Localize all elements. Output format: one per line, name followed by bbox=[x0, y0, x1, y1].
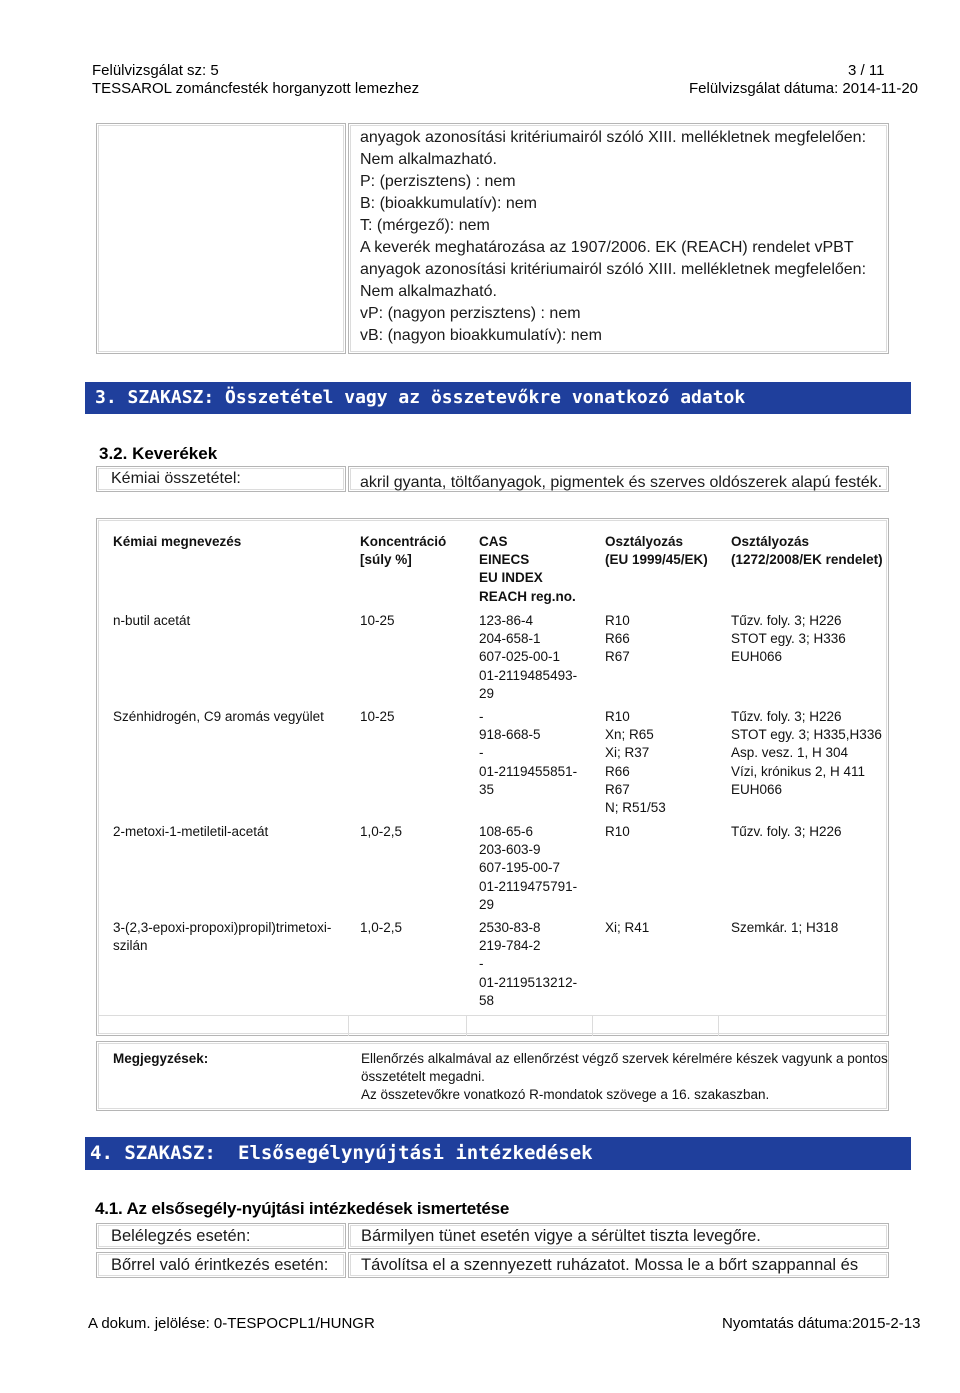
col-header-conc-line: Koncentráció bbox=[360, 534, 447, 549]
col-header-ids-line: CAS bbox=[479, 534, 508, 549]
header-revision: Felülvizsgálat sz: 5 bbox=[92, 62, 219, 79]
id-line: 123-86-4 bbox=[479, 613, 534, 628]
cls-line: R66 bbox=[605, 763, 630, 779]
col-header-conc-line: [súly %] bbox=[360, 552, 412, 568]
table-row-4-cls2 bbox=[731, 919, 838, 937]
table-row-2-conc: 10-25 bbox=[360, 709, 395, 724]
top-line: B: (bioakkumulatív): nem bbox=[360, 195, 537, 212]
cls-line: R67 bbox=[605, 781, 630, 797]
id-line: 918-668-5 bbox=[479, 727, 541, 743]
col-header-cls2 bbox=[731, 533, 883, 569]
top-line: anyagok azonosítási kritériumairól szóló XIII. mellékletnek megfelelően: bbox=[360, 261, 867, 278]
col-header-ids-line: EINECS bbox=[479, 552, 530, 568]
cls-line: R67 bbox=[605, 649, 630, 665]
header-page-number: 3 / 11 bbox=[848, 62, 885, 79]
table-row-1-cls2 bbox=[731, 612, 846, 667]
section-4-header bbox=[85, 1137, 911, 1170]
id-line: 01-2119485493- bbox=[479, 667, 578, 683]
notes-line: összetételt megadni. bbox=[361, 1069, 485, 1085]
skin-contact-value: Távolítsa el a szennyezett ruházatot. Mossa le a bőrt szappannal és bbox=[361, 1256, 859, 1274]
id-line: 29 bbox=[479, 685, 495, 701]
id-line: 01-2119475791- bbox=[479, 878, 578, 894]
notes-line: Az összetevőkre vonatkozó R-mondatok szövege a 16. szakaszban. bbox=[361, 1087, 770, 1103]
top-left-cell bbox=[96, 123, 346, 354]
section-4-1-heading: 4.1. Az elsősegély-nyújtási intézkedések ismertetése bbox=[95, 1199, 510, 1218]
table-row-3-cls2 bbox=[731, 823, 842, 841]
top-line: Nem alkalmazható. bbox=[360, 283, 497, 300]
cls-line: STOT egy. 3; H336 bbox=[731, 631, 846, 647]
table-row-4-conc: 1,0-2,5 bbox=[360, 920, 403, 935]
table-row-4-ids bbox=[479, 919, 577, 1010]
table-row-2-cls1 bbox=[605, 708, 666, 817]
col-header-cls1-line: Osztályozás bbox=[605, 534, 684, 549]
top-line: vB: (nagyon bioakkumulatív): nem bbox=[360, 327, 602, 344]
cls-line: Xi; R41 bbox=[605, 920, 650, 935]
col-header-ids bbox=[479, 533, 576, 606]
table-rule-3 bbox=[592, 1015, 593, 1036]
cls-line: Tűzv. foly. 3; H226 bbox=[731, 613, 842, 628]
id-line: 607-025-00-1 bbox=[479, 649, 561, 665]
composition-value: akril gyanta, töltőanyagok, pigmentek és szerves oldószerek alapú festék. bbox=[360, 474, 883, 491]
footer-doc-id: A dokum. jelölése: 0-TESPOCPL1/HUNGR bbox=[88, 1315, 375, 1332]
section-4-title-text: Elsősegélynyújtási intézkedések bbox=[238, 1142, 593, 1164]
col-header-conc bbox=[360, 533, 446, 569]
cls-line: EUH066 bbox=[731, 649, 783, 665]
top-line: anyagok azonosítási kritériumairól szóló XIII. mellékletnek megfelelően: bbox=[360, 129, 867, 146]
cls-line: Tűzv. foly. 3; H226 bbox=[731, 709, 842, 724]
table-row-3-name: 2-metoxi-1-metiletil-acetát bbox=[113, 824, 269, 839]
table-row-1-cls1 bbox=[605, 612, 630, 667]
footer-print-date: Nyomtatás dátuma:2015-2-13 bbox=[722, 1315, 921, 1332]
id-line: 01-2119455851- bbox=[479, 763, 578, 779]
id-line: 219-784-2 bbox=[479, 938, 541, 954]
col-header-ids-line: EU INDEX bbox=[479, 570, 543, 586]
id-line: 203-603-9 bbox=[479, 842, 541, 858]
cls-line: Xn; R65 bbox=[605, 727, 654, 743]
col-header-cls1 bbox=[605, 533, 708, 569]
table-row-4-name bbox=[113, 919, 331, 955]
section-3-header bbox=[85, 382, 911, 414]
id-line: 108-65-6 bbox=[479, 824, 534, 839]
cls-line: EUH066 bbox=[731, 781, 783, 797]
id-line: 204-658-1 bbox=[479, 631, 541, 647]
top-box-text bbox=[360, 127, 885, 347]
name-line: szilán bbox=[113, 938, 148, 954]
table-row-2-cls2 bbox=[731, 708, 882, 799]
table-row-3-cls1 bbox=[605, 823, 630, 841]
table-rule-1 bbox=[348, 1015, 349, 1036]
skin-contact-label: Bőrrel való érintkezés esetén: bbox=[111, 1256, 329, 1274]
section-4-title-number: 4. SZAKASZ: bbox=[90, 1142, 216, 1164]
col-header-cls1-line: (EU 1999/45/EK) bbox=[605, 552, 708, 568]
id-line: 58 bbox=[479, 992, 495, 1008]
top-line: T: (mérgező): nem bbox=[360, 217, 490, 234]
id-line: 35 bbox=[479, 781, 495, 797]
header-review-date: Felülvizsgálat dátuma: 2014-11-20 bbox=[689, 80, 919, 97]
id-line: - bbox=[479, 956, 484, 972]
id-line: 607-195-00-7 bbox=[479, 860, 561, 876]
section-3-2-heading: 3.2. Keverékek bbox=[99, 444, 218, 463]
table-row-1-conc: 10-25 bbox=[360, 613, 395, 628]
inhalation-value: Bármilyen tünet esetén vigye a sérültet tiszta levegőre. bbox=[361, 1227, 761, 1245]
cls-line: R10 bbox=[605, 613, 630, 628]
table-rule-2 bbox=[466, 1015, 467, 1036]
cls-line: Szemkár. 1; H318 bbox=[731, 920, 839, 935]
table-row-2-ids bbox=[479, 708, 577, 799]
cls-line: Tűzv. foly. 3; H226 bbox=[731, 824, 842, 839]
table-row-3-conc: 1,0-2,5 bbox=[360, 824, 403, 839]
cls-line: Vízi, krónikus 2, H 411 bbox=[731, 763, 866, 779]
table-row-1-ids bbox=[479, 612, 577, 703]
cls-line: N; R51/53 bbox=[605, 800, 666, 816]
id-line: 01-2119513212- bbox=[479, 974, 578, 990]
inhalation-label: Belélegzés esetén: bbox=[111, 1227, 251, 1245]
cls-line: R10 bbox=[605, 824, 630, 839]
cls-line: R10 bbox=[605, 709, 630, 724]
notes-label: Megjegyzések: bbox=[113, 1051, 209, 1066]
header-product: TESSAROL zománcfesték horganyzott lemezhez bbox=[92, 80, 420, 97]
cls-line: Asp. vesz. 1, H 304 bbox=[731, 745, 849, 761]
table-row-1-name: n-butil acetát bbox=[113, 613, 191, 628]
id-line: 2530-83-8 bbox=[479, 920, 541, 935]
col-header-ids-line: REACH reg.no. bbox=[479, 588, 576, 604]
col-header-cls2-line: Osztályozás bbox=[731, 534, 810, 549]
table-row-2-name: Szénhidrogén, C9 aromás vegyület bbox=[113, 709, 324, 724]
cls-line: STOT egy. 3; H335,H336 bbox=[731, 727, 882, 743]
notes-text bbox=[361, 1050, 888, 1105]
cls-line: Xi; R37 bbox=[605, 745, 650, 761]
id-line: - bbox=[479, 709, 484, 724]
top-line: vP: (nagyon perzisztens) : nem bbox=[360, 305, 581, 322]
table-row-4-cls1 bbox=[605, 919, 649, 937]
notes-line: Ellenőrzés alkalmával az ellenőrzést végző szervek kérelmére készek vagyunk a pontos bbox=[361, 1051, 888, 1066]
col-header-name: Kémiai megnevezés bbox=[113, 534, 242, 549]
table-rule-4 bbox=[718, 1015, 719, 1036]
top-line: P: (perzisztens) : nem bbox=[360, 173, 516, 190]
section-3-title: 3. SZAKASZ: Összetétel vagy az összetevőkre vonatkozó adatok bbox=[95, 387, 746, 408]
top-line: A keverék meghatározása az 1907/2006. EK (REACH) rendelet vPBT bbox=[360, 239, 854, 256]
col-header-cls2-line: (1272/2008/EK rendelet) bbox=[731, 552, 883, 568]
cls-line: R66 bbox=[605, 631, 630, 647]
table-bottom-rule bbox=[98, 1015, 887, 1016]
name-line: 3-(2,3-epoxi-propoxi)propil)trimetoxi- bbox=[113, 920, 332, 935]
table-row-3-ids bbox=[479, 823, 577, 914]
id-line: 29 bbox=[479, 896, 495, 912]
id-line: - bbox=[479, 745, 484, 761]
top-line: Nem alkalmazható. bbox=[360, 151, 497, 168]
composition-label: Kémiai összetétel: bbox=[111, 470, 241, 487]
